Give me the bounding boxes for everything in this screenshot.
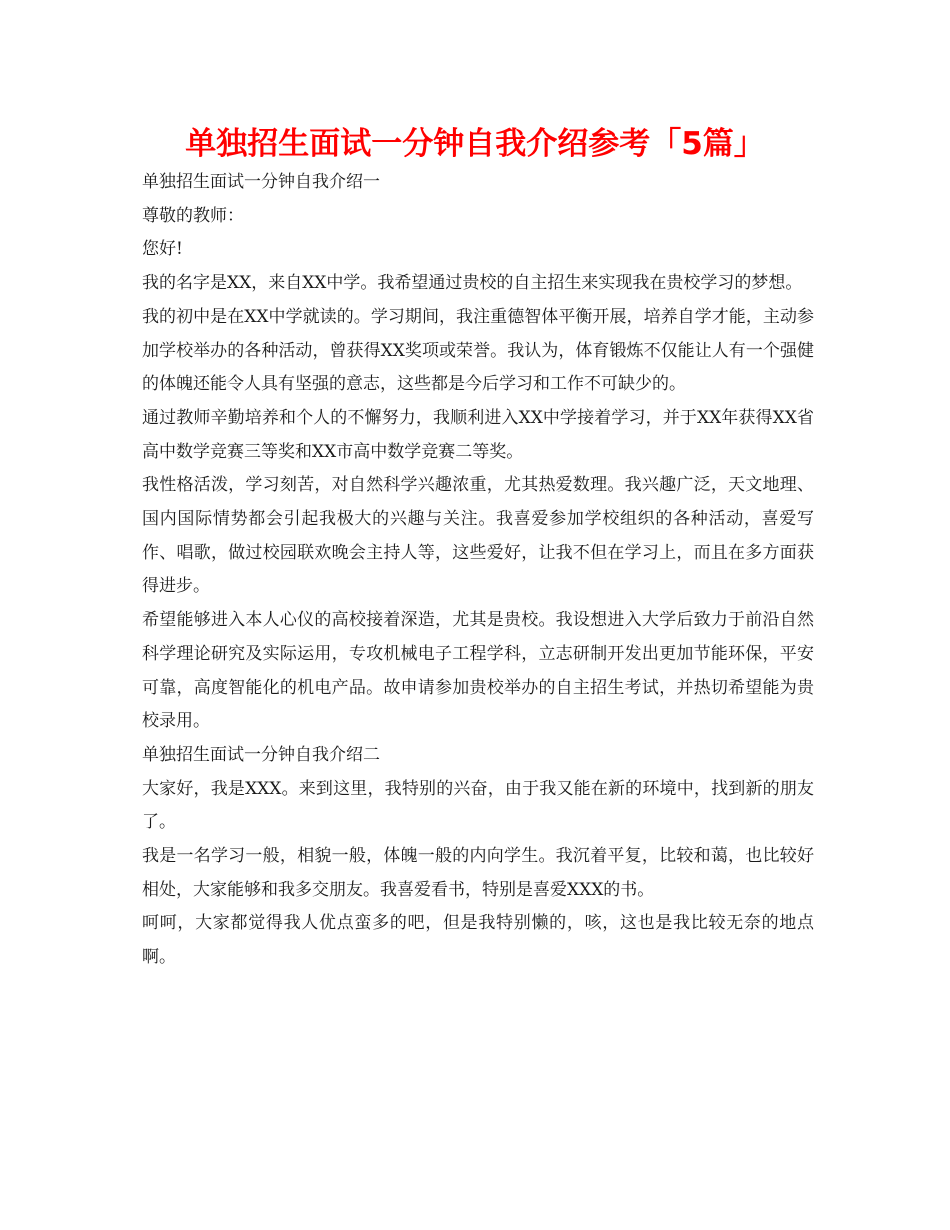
- section-heading-1: 单独招生面试一分钟自我介绍一: [142, 172, 380, 192]
- paragraph: 呵呵，大家都觉得我人优点蛮多的吧，但是我特别懒的，咳，这也是我比较无奈的地点啊。: [142, 913, 814, 968]
- paragraph: 大家好，我是XXX。来到这里，我特别的兴奋，由于我又能在新的环境中，找到新的朋友了。: [142, 778, 814, 833]
- paragraph: 我的初中是在XX中学就读的。学习期间，我注重德智体平衡开展，培养自学才能，主动参加学校举办的各种活动，曾获得XX奖项或荣誉。我认为，体育锻炼不仅能让人有一个强健的体魄还能令人具有坚强的意志，这些都是今后学习和工作不可缺少的。: [142, 306, 814, 395]
- paragraph: 我是一名学习一般，相貌一般，体魄一般的内向学生。我沉着平复，比较和蔼，也比较好相处，大家能够和我多交朋友。我喜爱看书，特别是喜爱XXX的书。: [142, 846, 814, 900]
- paragraph: 我性格活泼，学习刻苦，对自然科学兴趣浓重，尤其热爱数理。我兴趣广泛，天文地理、国内国际情势都会引起我极大的兴趣与关注。我喜爱参加学校组织的各种活动，喜爱写作、唱歌，做过校园联欢晚会主持人等，这些爱好，让我不但在学习上，而且在多方面获得进步。: [142, 475, 814, 597]
- paragraph: 希望能够进入本人心仪的高校接着深造，尤其是贵校。我设想进入大学后致力于前沿自然科学理论研究及实际运用，专攻机械电子工程学科，立志研制开发出更加节能环保，平安可靠，高度智能化的机电产品。故申请参加贵校举办的自主招生考试，并热切希望能为贵校录用。: [142, 610, 814, 732]
- section-heading-2: 单独招生面试一分钟自我介绍二: [142, 744, 380, 765]
- paragraph: 通过教师辛勤培养和个人的不懈努力，我顺利进入XX中学接着学习，并于XX年获得XX省高中数学竞赛三等奖和XX市高中数学竞赛二等奖。: [142, 407, 814, 462]
- document-body: [142, 166, 814, 975]
- paragraph-salutation: 尊敬的教师：: [142, 205, 244, 226]
- document-title: 单独招生面试一分钟自我介绍参考「5篇」: [185, 126, 765, 162]
- paragraph: 我的名字是XX，来自XX中学。我希望通过贵校的自主招生来实现我在贵校学习的梦想。: [142, 273, 803, 294]
- paragraph-greeting: 您好!: [142, 239, 183, 260]
